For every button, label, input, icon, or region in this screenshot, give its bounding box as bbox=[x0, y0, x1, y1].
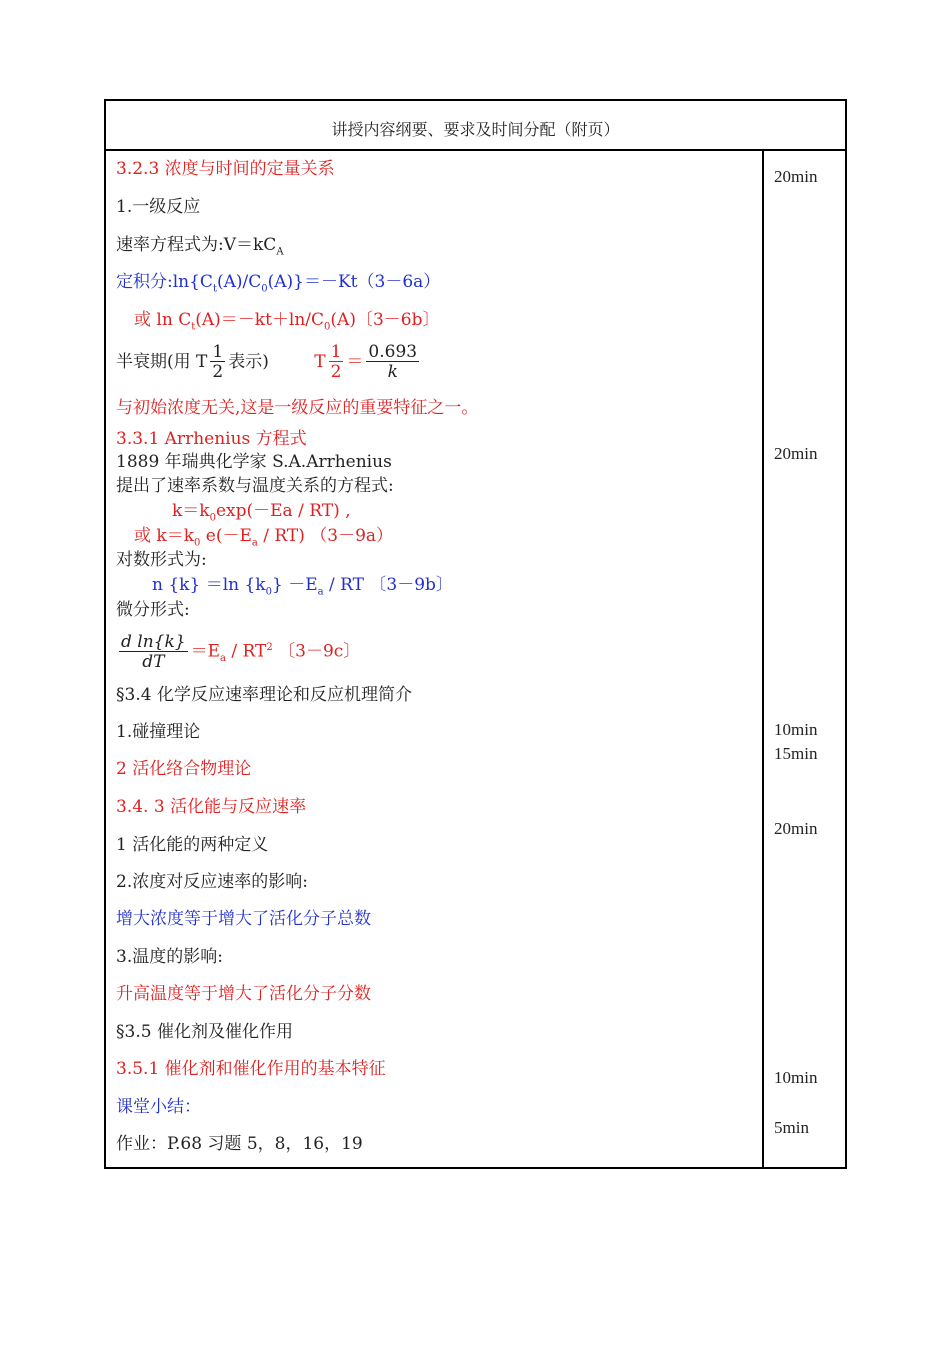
arrhenius-intro-2: 提出了速率系数与温度关系的方程式: bbox=[116, 476, 394, 496]
concentration-effect-note: 增大浓度等于增大了活化分子总数 bbox=[116, 909, 371, 929]
time-allocation: 10min bbox=[774, 1068, 818, 1087]
activation-energy-definitions: 1 活化能的两种定义 bbox=[116, 835, 269, 855]
section-3-4: §3.4 化学反应速率理论和反应机理简介 bbox=[116, 685, 412, 705]
time-allocation: 15min bbox=[774, 744, 818, 763]
section-3-3-1: 3.3.1 Arrhenius 方程式 bbox=[116, 429, 307, 449]
section-3-4-3: 3.4. 3 活化能与反应速率 bbox=[116, 797, 307, 817]
first-order-reaction: 1.一级反应 bbox=[116, 197, 201, 217]
first-order-feature: 与初始浓度无关,这是一级反应的重要特征之一。 bbox=[116, 398, 479, 418]
concentration-effect: 2.浓度对反应速率的影响: bbox=[116, 872, 308, 892]
log-form-label: 对数形式为: bbox=[116, 550, 207, 570]
temperature-effect-note: 升高温度等于增大了活化分子分数 bbox=[116, 984, 371, 1004]
log-rate-law: 或 $\ln C_t(A)=-kt+\ln/C_0(A)$〔3－6b〕 bbox=[134, 310, 440, 333]
section-3-5-1: 3.5.1 催化剂和催化作用的基本特征 bbox=[116, 1059, 386, 1079]
time-allocation: 20min bbox=[774, 167, 818, 186]
time-allocation: 10min bbox=[774, 720, 818, 739]
time-allocation: 20min bbox=[774, 819, 818, 838]
homework: 作业：P.68 习题 5，8，16，19 bbox=[116, 1134, 363, 1154]
rate-equation: 速率方程式为$:V=kC_A$ bbox=[116, 235, 284, 258]
column-divider bbox=[762, 149, 764, 1169]
integrated-rate-law: 定积分$:\ln\{C_t(A)/C_0(A)\}=-Kt(3-6a)$ bbox=[116, 272, 441, 295]
log-form-equation: n {k} ＝ln $\{k_0\} -E_a$ / RT 〔3－9b〕 bbox=[152, 575, 453, 598]
half-life-formula: T $\frac{1}{2}$ ＝ $\frac{0.693}{k}$ bbox=[314, 342, 418, 382]
section-3-5: §3.5 催化剂及催化作用 bbox=[116, 1022, 293, 1042]
section-3-2-3: 3.2.3 浓度与时间的定量关系 bbox=[116, 159, 335, 179]
arrhenius-intro: 1889 年瑞典化学家 S.A.Arrhenius bbox=[116, 452, 392, 472]
activated-complex-theory: 2 活化络合物理论 bbox=[116, 759, 252, 779]
lesson-plan-table bbox=[104, 99, 847, 1169]
temperature-effect: 3.温度的影响: bbox=[116, 947, 223, 967]
half-life: 半衰期(用 T $\frac{1}{2}$ 表示) T $\frac{1}{2}$ ＝ $\frac{0.693}{k}$ bbox=[116, 339, 422, 385]
arrhenius-equation: $k=k_0\exp(-Ea / RT)$ , bbox=[172, 501, 351, 524]
arrhenius-equation-alt: 或 $k=k_0$ $e(-E_a / RT)$ （3－9a） bbox=[134, 526, 394, 549]
differential-form-equation: $\frac{\text{d ln\{k\}}}{dT}$ $=E_a / RT^2$ 〔3－9c〕 bbox=[121, 631, 361, 672]
table-header: 讲授内容纲要、要求及时间分配（附页） bbox=[106, 101, 845, 151]
time-allocation: 5min bbox=[774, 1118, 809, 1137]
time-allocation: 20min bbox=[774, 444, 818, 463]
collision-theory: 1.碰撞理论 bbox=[116, 722, 201, 742]
differential-form-label: 微分形式: bbox=[116, 600, 190, 620]
class-summary: 课堂小结： bbox=[116, 1097, 201, 1117]
